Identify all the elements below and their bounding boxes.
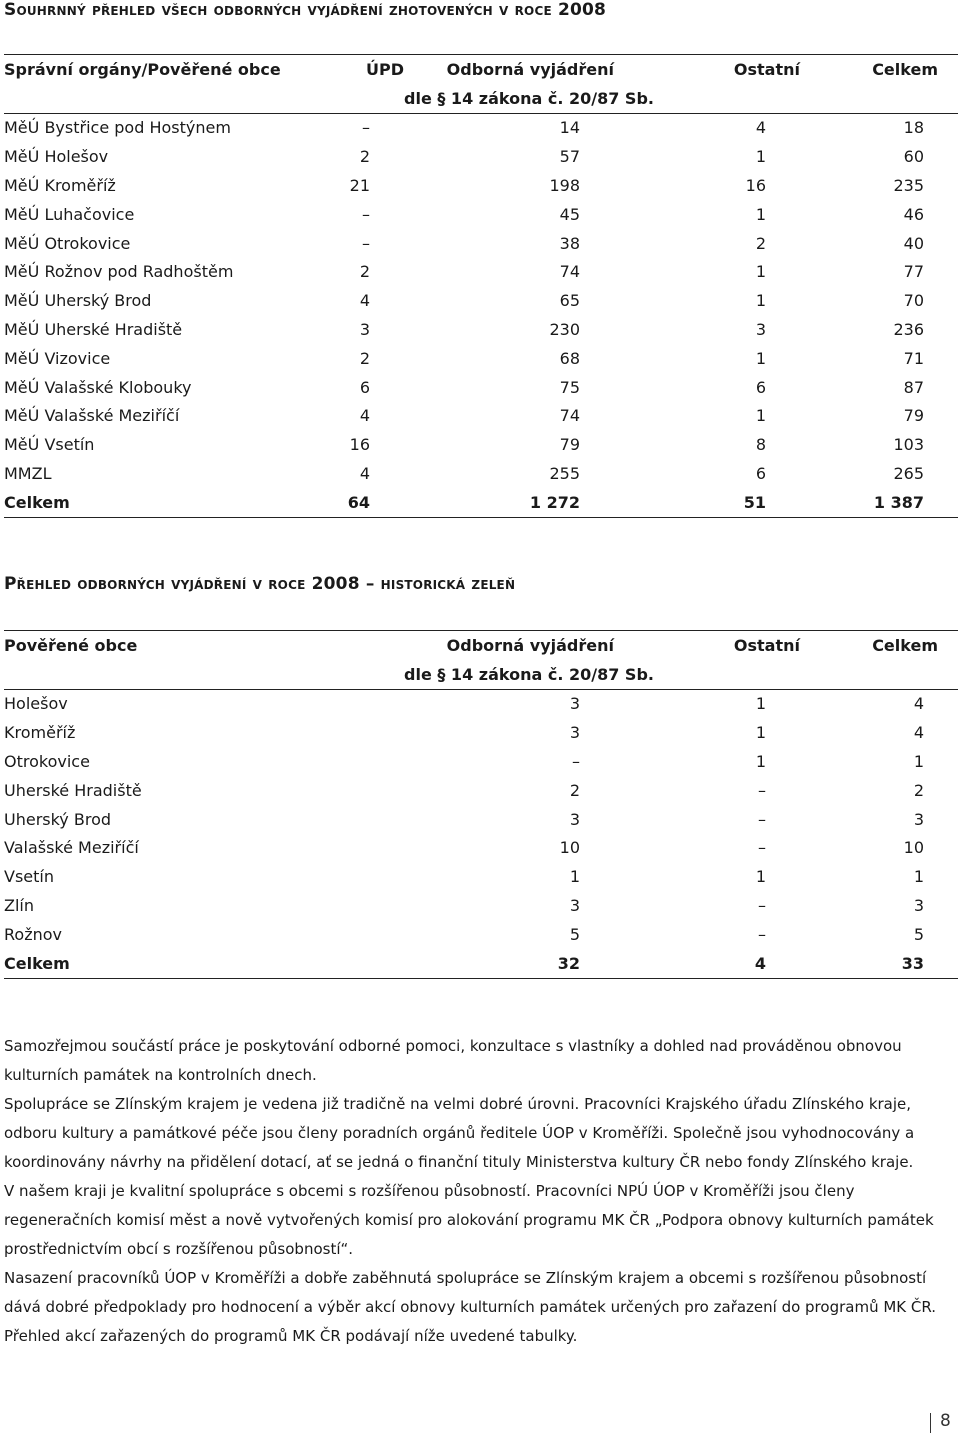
table-row: [4, 862, 958, 891]
table-row: [4, 315, 958, 344]
table-cell: 5: [569, 924, 580, 944]
table-cell: 10: [903, 838, 924, 858]
page-number: 8: [940, 1411, 951, 1431]
table-cell: 74: [559, 406, 580, 426]
table-cell: 87: [903, 377, 924, 397]
paragraph: Nasazení pracovníků ÚOP v Kroměříži a dobře zaběhnutá spolupráce se Zlínským krajem a obcemi s rozšířenou působností dává dobré předpoklady pro hodnocení a výběr akcí obnovy kulturních památek určených pro zařazení do programů MK ČR. Přehled akcí zařazených do programů MK ČR podávají níže uvedené tabulky.: [4, 1269, 937, 1345]
table-row: [4, 286, 958, 315]
total-cell: 1 387: [800, 488, 958, 517]
header-col-opinions: Odborná vyjádření: [404, 631, 614, 660]
total-row: [4, 949, 958, 978]
table-cell: 236: [893, 320, 924, 340]
header-col-other: Ostatní: [614, 55, 800, 84]
row-label: MěÚ Holešov: [4, 147, 109, 167]
total-cell: 51: [614, 488, 800, 517]
section2-heading: Přehled odborných vyjádření v roce 2008 – historická zeleň: [4, 574, 516, 594]
header-col-total: Celkem: [800, 631, 958, 660]
table-cell: 1: [913, 752, 924, 772]
table-cell: 16: [745, 176, 766, 196]
total-cell: 4: [614, 949, 800, 978]
paragraph: Samozřejmou součástí práce je poskytování odborné pomoci, konzultace s vlastníky a dohled nad prováděnou obnovou kulturních památek na kontrolních dnech.: [4, 1037, 902, 1084]
table-cell: 38: [559, 233, 580, 253]
row-label: MěÚ Bystřice pod Hostýnem: [4, 118, 231, 138]
total-cell: 32: [404, 949, 614, 978]
table-row: [4, 776, 958, 805]
table-row: [4, 142, 958, 171]
paragraph: Spolupráce se Zlínským krajem je vedena již tradičně na velmi dobré úrovni. Pracovníci Krajského úřadu Zlínského kraje, odboru kultury a památkové péče jsou členy poradních orgánů ředitele ÚOP v Kroměříži. Společně jsou vyhodnocovány a koordinovány návrhy na přidělení dotací, ať se jedná o finanční tituly Ministerstva kultury ČR nebo fondy Zlínského kraje.: [4, 1095, 915, 1171]
table-row: [4, 430, 958, 459]
row-label: Zlín: [4, 896, 34, 916]
table-cell: 75: [559, 377, 580, 397]
table-cell: 2: [359, 262, 370, 282]
table-row: [4, 171, 958, 200]
table-cell: 265: [893, 464, 924, 484]
table-cell: 60: [903, 147, 924, 167]
table-row: [4, 229, 958, 258]
row-label: MěÚ Vsetín: [4, 435, 95, 455]
table-cell: 3: [913, 896, 924, 916]
table-cell: 14: [559, 118, 580, 138]
total-cell: 33: [800, 949, 958, 978]
page-number-divider: [930, 1413, 931, 1433]
header-col-municipality: Pověřené obce: [4, 631, 404, 660]
row-label: MěÚ Kroměříž: [4, 176, 116, 196]
table-cell: 1: [755, 204, 766, 224]
table-cell: 1: [569, 867, 580, 887]
table-cell: 255: [549, 464, 580, 484]
table-cell: 1: [755, 867, 766, 887]
table-row: [4, 459, 958, 488]
total-label: Celkem: [4, 488, 254, 517]
table-cell: 57: [559, 147, 580, 167]
table-cell: 6: [755, 377, 766, 397]
table-row: [4, 200, 958, 229]
table-cell: 1: [755, 348, 766, 368]
table-cell: 16: [349, 435, 370, 455]
greenery-table: [4, 630, 958, 979]
row-label: Vsetín: [4, 867, 54, 887]
table-cell: 3: [569, 809, 580, 829]
row-label: MěÚ Luhačovice: [4, 204, 135, 224]
table-cell: 3: [569, 723, 580, 743]
table-cell: 10: [559, 838, 580, 858]
row-label: MěÚ Otrokovice: [4, 233, 131, 253]
paragraph: V našem kraji je kvalitní spolupráce s obcemi s rozšířenou působností. Pracovníci NPÚ ÚOP v Kroměříži jsou členy regeneračních komisí měst a nově vytvořených komisí pro alokování programu MK ČR „Podpora obnovy kulturních památek prostřednictvím obcí s rozšířenou působností“.: [4, 1182, 934, 1258]
table-cell: 6: [755, 464, 766, 484]
section1-heading: Souhrnný přehled všech odborných vyjádření zhotovených v roce 2008: [4, 0, 607, 20]
header-col-total: Celkem: [800, 55, 958, 84]
table-cell: 46: [903, 204, 924, 224]
table-cell: –: [758, 896, 766, 916]
table-cell: 74: [559, 262, 580, 282]
table-row: [4, 689, 958, 718]
header-col-upd: ÚPD: [254, 55, 404, 84]
header-col-opinions-sub: dle § 14 zákona č. 20/87 Sb.: [404, 664, 654, 684]
table-cell: 5: [913, 924, 924, 944]
table-cell: 1: [755, 147, 766, 167]
table-cell: 3: [755, 320, 766, 340]
table-row: [4, 402, 958, 431]
table-cell: 2: [569, 780, 580, 800]
table-cell: –: [758, 924, 766, 944]
table-cell: 71: [903, 348, 924, 368]
row-label: Uherský Brod: [4, 809, 112, 829]
table-cell: 4: [913, 723, 924, 743]
table-cell: 77: [903, 262, 924, 282]
total-cell: 64: [254, 488, 404, 517]
table-row: [4, 718, 958, 747]
table-row: [4, 258, 958, 287]
table-cell: 4: [359, 406, 370, 426]
table-cell: 3: [359, 320, 370, 340]
table-row: [4, 805, 958, 834]
total-row: [4, 488, 958, 517]
table-cell: 4: [755, 118, 766, 138]
table-cell: –: [362, 204, 370, 224]
body-text: [4, 1032, 958, 1351]
table-cell: 1: [755, 694, 766, 714]
table-cell: 1: [755, 406, 766, 426]
table-cell: 21: [349, 176, 370, 196]
row-label: Holešov: [4, 694, 68, 714]
row-label: Otrokovice: [4, 752, 90, 772]
table-cell: 2: [755, 233, 766, 253]
header-col-opinions: Odborná vyjádření: [404, 55, 614, 84]
table-cell: –: [362, 233, 370, 253]
table-cell: 79: [559, 435, 580, 455]
table-row: [4, 373, 958, 402]
header-col-authority: Správní orgány/Pověřené obce: [4, 55, 254, 84]
row-label: MěÚ Uherské Hradiště: [4, 320, 183, 340]
table-cell: –: [758, 809, 766, 829]
table-cell: –: [758, 780, 766, 800]
total-cell: 1 272: [404, 488, 614, 517]
table-cell: 40: [903, 233, 924, 253]
table-cell: 1: [755, 262, 766, 282]
row-label: Valašské Meziříčí: [4, 838, 139, 858]
table-row: [4, 891, 958, 920]
table-cell: 4: [359, 464, 370, 484]
table-cell: 6: [359, 377, 370, 397]
table-cell: –: [758, 838, 766, 858]
table-cell: 103: [893, 435, 924, 455]
table-cell: 1: [755, 723, 766, 743]
table-cell: 45: [559, 204, 580, 224]
table-cell: 18: [903, 118, 924, 138]
table-cell: –: [362, 118, 370, 138]
row-label: Rožnov: [4, 924, 62, 944]
table-cell: 1: [913, 867, 924, 887]
table-cell: 1: [755, 291, 766, 311]
table-row: [4, 920, 958, 949]
table-cell: 8: [755, 435, 766, 455]
table-cell: 4: [359, 291, 370, 311]
table-cell: 65: [559, 291, 580, 311]
row-label: Kroměříž: [4, 723, 76, 743]
row-label: MěÚ Vizovice: [4, 348, 111, 368]
table-cell: 3: [913, 809, 924, 829]
header-col-other: Ostatní: [614, 631, 800, 660]
table-cell: 2: [359, 348, 370, 368]
summary-table: [4, 54, 958, 518]
table-cell: 2: [359, 147, 370, 167]
table-cell: 2: [913, 780, 924, 800]
table-cell: 3: [569, 694, 580, 714]
table-cell: 1: [755, 752, 766, 772]
table-cell: 198: [549, 176, 580, 196]
row-label: MěÚ Valašské Klobouky: [4, 377, 192, 397]
row-label: MMZL: [4, 464, 52, 484]
row-label: MěÚ Valašské Meziříčí: [4, 406, 180, 426]
table-cell: –: [572, 752, 580, 772]
row-label: Uherské Hradiště: [4, 780, 142, 800]
table-row: [4, 834, 958, 863]
table-cell: 68: [559, 348, 580, 368]
row-label: MěÚ Rožnov pod Radhoštěm: [4, 262, 234, 282]
total-label: Celkem: [4, 949, 404, 978]
table-row: [4, 747, 958, 776]
table-row: [4, 113, 958, 142]
table-row: [4, 344, 958, 373]
header-col-opinions-sub: dle § 14 zákona č. 20/87 Sb.: [404, 88, 654, 108]
table-cell: 4: [913, 694, 924, 714]
row-label: MěÚ Uherský Brod: [4, 291, 152, 311]
table-cell: 230: [549, 320, 580, 340]
table-cell: 235: [893, 176, 924, 196]
table-cell: 79: [903, 406, 924, 426]
table-cell: 70: [903, 291, 924, 311]
table-cell: 3: [569, 896, 580, 916]
